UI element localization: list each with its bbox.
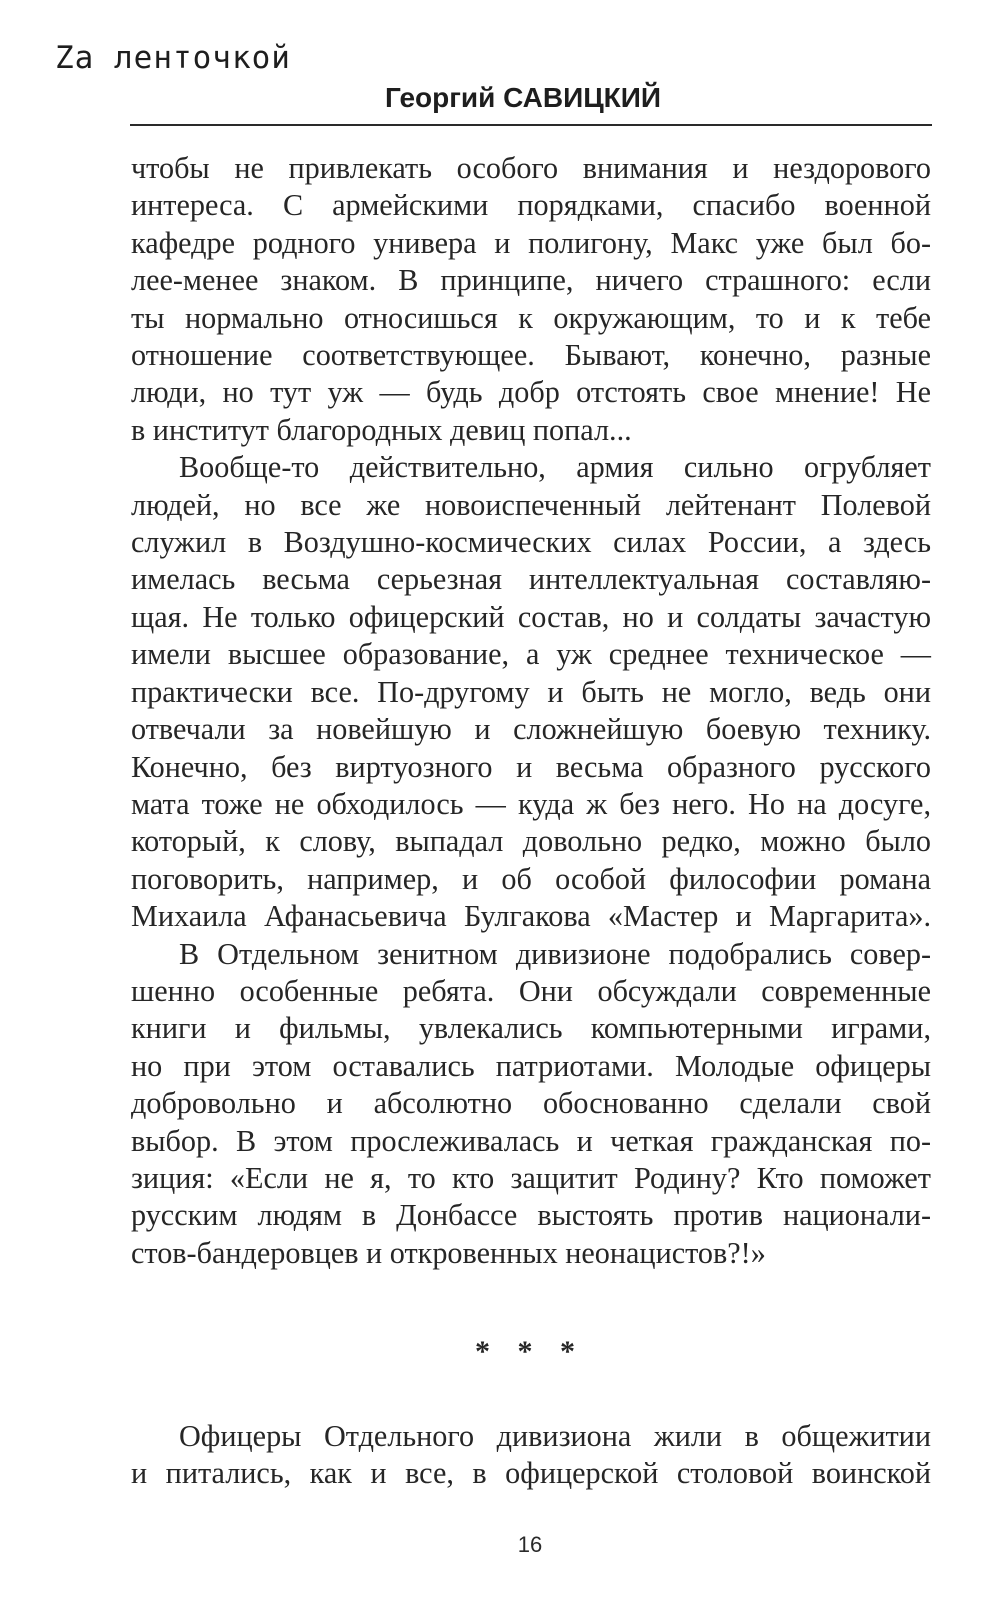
text-line: книги и фильмы, увлекались компьютерными играми, [131,1011,931,1046]
text-line: который, к слову, выпадал довольно редко, можно было [131,824,931,859]
text-line: служил в Воздушно-космических силах России, а здесь [131,525,931,560]
text-line: добровольно и абсолютно обоснованно сделали свой [131,1086,931,1121]
text-line: людей, но все же новоиспеченный лейтенант Полевой [131,487,931,522]
text-line: Офицеры Отдельного дивизиона жили в общежитии [179,1419,931,1453]
text-line: лее-менее знаком. В принципе, ничего страшного: если [131,263,931,298]
text-line: стов-бандеровцев и откровенных неонацистов?!» [131,1235,766,1270]
text-line: имелась весьма серьезная интеллектуальная составляю- [131,562,931,597]
text-line: Михаила Афанасьевича Булгакова «Мастер и Маргарита». [131,899,931,934]
text-line: поговорить, например, и об особой философии романа [131,861,931,896]
text-line: русским людям в Донбассе выстоять против национали- [131,1198,931,1233]
body-text [131,150,931,1272]
text-line: В Отдельном зенитном дивизионе подобрались совер- [179,936,931,971]
text-line: и питались, как и все, в офицерской столовой воинской [131,1456,931,1491]
text-line: отвечали за новейшую и сложнейшую боевую технику. [131,712,931,747]
text-line: имели высшее образование, а уж среднее техническое — [131,637,931,672]
text-line: мата тоже не обходилось — куда ж без него. Но на досуге, [131,786,931,821]
text-line: кафедре родного универа и полигону, Макс уже был бо- [131,225,931,260]
text-line: люди, но тут уж — будь добр отстоять свое мнение! Не [131,375,931,410]
text-line: зиция: «Если не я, то кто защитит Родину? Кто поможет [131,1160,931,1195]
text-line: Конечно, без виртуозного и весьма образного русского [131,749,931,784]
text-line: практически все. По-другому и быть не могло, ведь они [131,674,931,709]
section-separator: * * * [475,1335,585,1368]
text-line: шенно особенные ребята. Они обсуждали современные [131,973,931,1008]
page-number: 16 [517,1532,543,1557]
text-line: чтобы не привлекать особого внимания и нездорового [131,151,931,185]
text-line: интереса. С армейскими порядками, спасибо военной [131,188,931,223]
text-line: но при этом оставались патриотами. Молодые офицеры [131,1048,931,1083]
text-line: ты нормально относишься к окружающим, то и к тебе [131,300,931,335]
text-line: Вообще-то действительно, армия сильно огрубляет [179,450,931,485]
text-line: в институт благородных девиц попал... [131,412,632,447]
author-name: Георгий САВИЦКИЙ [385,82,661,113]
text-line: отношение соответствующее. Бывают, конечно, разные [131,338,931,373]
text-line: выбор. В этом прослеживалась и четкая гражданская по- [131,1123,931,1158]
continuation-text [131,1418,931,1493]
header-divider [130,124,932,126]
series-title: Zа ленточкой [55,40,291,76]
text-line: щая. Не только офицерский состав, но и солдаты зачастую [131,599,931,634]
